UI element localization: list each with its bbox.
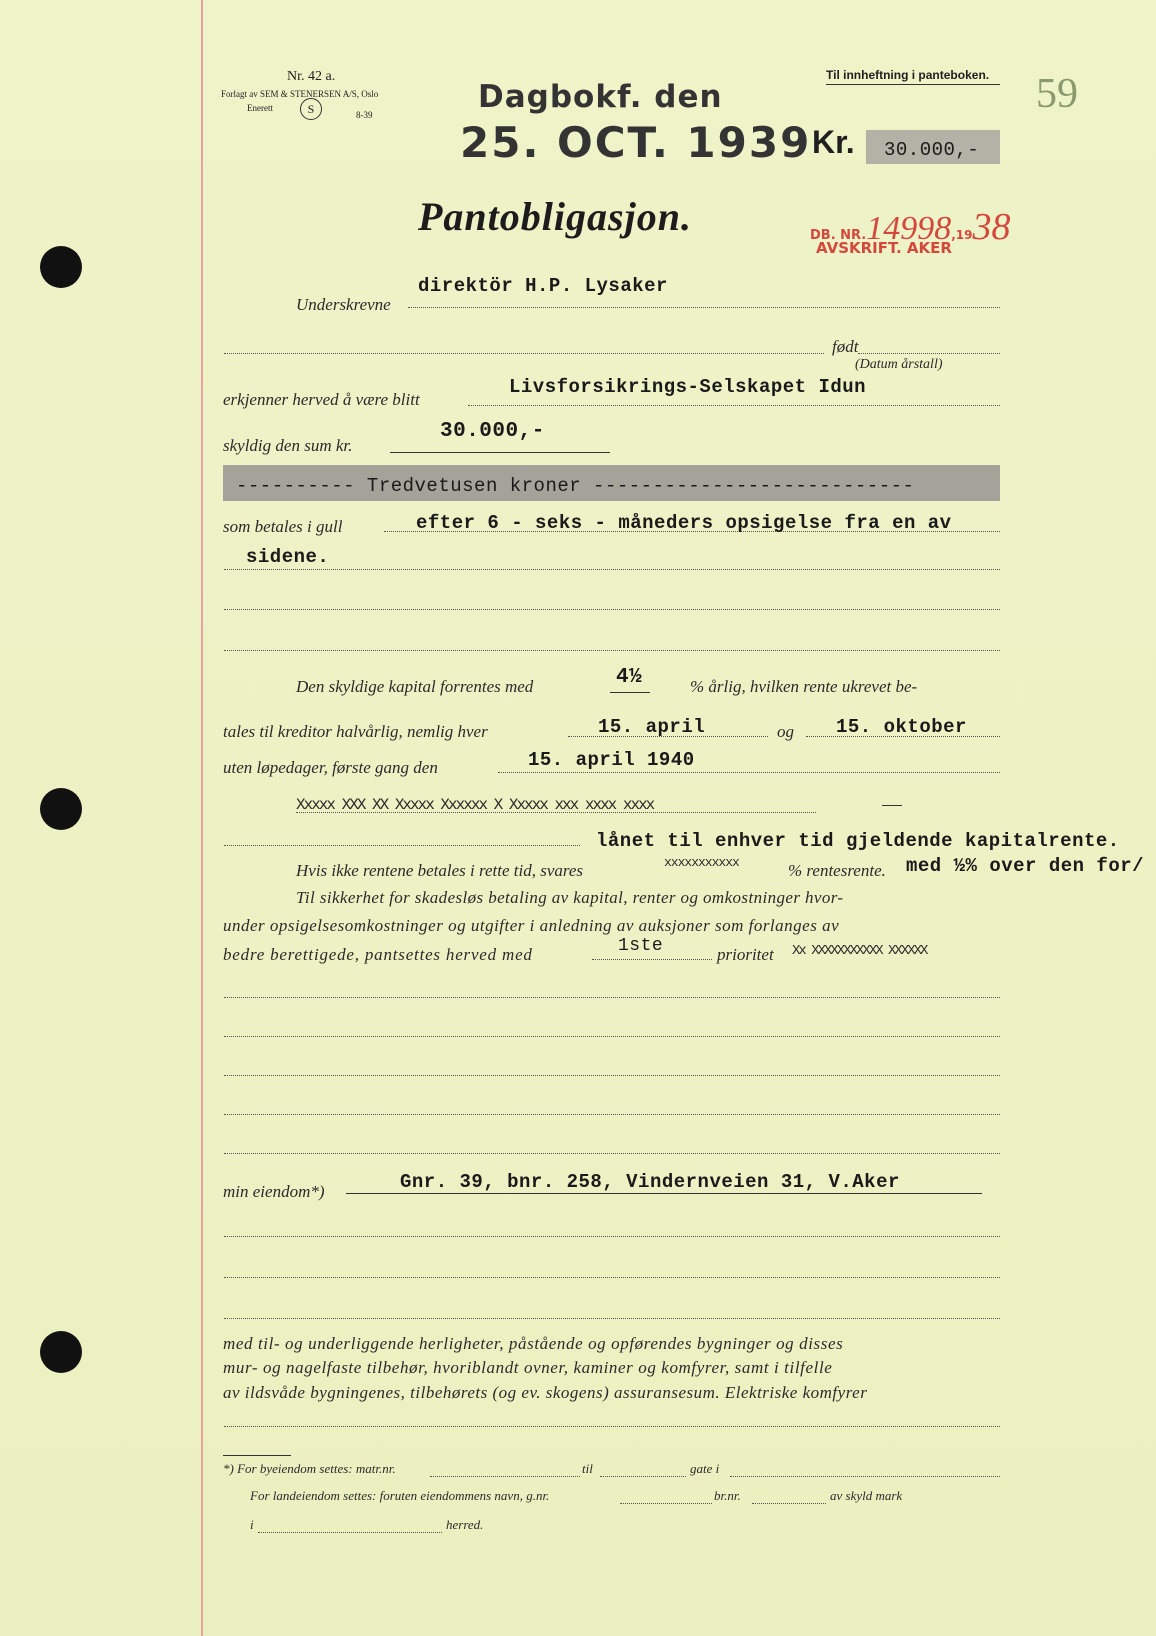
- footnote-herred: herred.: [446, 1517, 484, 1532]
- born-note: (Datum årstall): [855, 357, 943, 372]
- property-value: Gnr. 39, bnr. 258, Vindernveien 31, V.Aker: [400, 1171, 900, 1193]
- priority-line: [592, 959, 712, 960]
- creditor-value: Livsforsikrings-Selskapet Idun: [509, 376, 867, 398]
- footnote-line-2: For landeiendom settes: foruten eiendommens navn, g.nr.: [250, 1488, 550, 1503]
- closing-text-3: av ildsvåde bygningenes, tilbehørets (og ev. skogens) assuransesum. Elektriske komfyrer: [223, 1383, 868, 1402]
- interest-date-1: 15. april: [598, 716, 706, 738]
- footnote-street: gate i: [690, 1461, 720, 1476]
- document-title: Pantobligasjon.: [418, 194, 692, 239]
- interest-text-2: tales til kreditor halvårlig, nemlig hver: [223, 722, 488, 741]
- footnote-brnr: br.nr.: [714, 1488, 741, 1503]
- publisher-date: 8-39: [356, 110, 373, 120]
- punch-hole: [40, 1331, 82, 1373]
- acknowledge-label: erkjenner herved å være blitt: [223, 390, 420, 409]
- margin-rule: [201, 0, 203, 1636]
- blank-line: [224, 1114, 1000, 1115]
- blank-line: [224, 997, 1000, 998]
- first-date-line: [498, 772, 1000, 773]
- born-line: [858, 353, 1000, 354]
- payable-label: som betales i gull: [223, 517, 343, 536]
- interest-text-tail: % årlig, hvilken rente ukrevet be-: [690, 677, 918, 696]
- interest-text: Den skyldige kapital forrentes med: [296, 677, 534, 696]
- born-label: født: [832, 337, 859, 356]
- amount-words: ---------- Tredvetusen kroner ---------------------------: [236, 475, 915, 497]
- publisher-logo: S: [300, 98, 322, 120]
- footnote-line-1: *) For byeiendom settes: matr.nr.: [223, 1461, 396, 1476]
- copy-stamp: AVSKRIFT. AKER: [816, 239, 952, 257]
- blank-line: [224, 650, 1000, 651]
- security-text-1: Til sikkerhet for skadesløs betaling av kapital, renter og omkostninger hvor-: [296, 888, 844, 907]
- footnote-skyld: av skyld mark: [830, 1488, 903, 1503]
- interest-text-3: uten løpedager, første gang den: [223, 758, 438, 777]
- blank-line: [224, 1277, 1000, 1278]
- blank-line: [224, 609, 1000, 610]
- registration-stamp-label: Dagbokf. den: [478, 79, 723, 115]
- owes-line: [390, 452, 610, 453]
- blank-line: [224, 353, 824, 354]
- footnote-dots: [258, 1532, 442, 1533]
- registration-stamp-date: 25. OCT. 1939: [460, 118, 812, 167]
- footnote-dots: [600, 1476, 686, 1477]
- security-text-2: under opsigelsesomkostninger og utgifter i anledning av auksjoner som forlanges av: [223, 916, 840, 935]
- undersigned-line: [408, 307, 1000, 308]
- property-label: min eiendom*): [223, 1182, 325, 1201]
- owes-label: skyldig den sum kr.: [223, 436, 353, 455]
- closing-text-2: mur- og nagelfaste tilbehør, hvoriblandt ovner, kaminer og komfyrer, samt i tilfelle: [223, 1358, 833, 1377]
- registration-note-rule: [826, 84, 1000, 85]
- dash: [882, 805, 902, 806]
- page-number: 59: [1036, 71, 1078, 117]
- priority-crossed: Xx XXXXXXXXXXX XXXXXX: [792, 943, 927, 959]
- footnote-dots: [752, 1503, 826, 1504]
- security-text-3: bedre berettigede, pantsettes herved med: [223, 945, 533, 964]
- undersigned-label: Underskrevne: [296, 295, 391, 314]
- publisher-rights: Enerett: [247, 103, 273, 113]
- blank-line: [224, 1036, 1000, 1037]
- punch-hole: [40, 246, 82, 288]
- loan-line-lead: [224, 845, 580, 846]
- footnote-line-3: i: [250, 1517, 254, 1532]
- punch-hole: [40, 788, 82, 830]
- interest-rate: 4½: [616, 666, 643, 689]
- owes-amount: 30.000,-: [440, 420, 545, 443]
- blank-line: [224, 1236, 1000, 1237]
- journal-number-stamp: DB. NR.14998,1938: [810, 206, 1011, 248]
- crossed-out-text: Xxxxx XXX XX Xxxxx Xxxxxx X Xxxxx xxx xxxx xxxx: [296, 796, 654, 814]
- payable-terms: efter 6 - seks - måneders opsigelse fra en av: [416, 512, 952, 534]
- late-interest-tail: % rentesrente.: [788, 861, 886, 880]
- amount-value: 30.000,-: [884, 139, 980, 161]
- blank-line: [224, 1318, 1000, 1319]
- priority-label: prioritet: [717, 945, 774, 964]
- footnote-to: til: [582, 1461, 593, 1476]
- payable-terms-cont: sidene.: [246, 546, 330, 568]
- amount-label: Kr.: [812, 124, 855, 160]
- late-crossed: xxxxxxxxxxx: [664, 855, 739, 870]
- blank-line: [224, 569, 1000, 570]
- blank-line: [224, 1426, 1000, 1427]
- crossed-line-rule: [296, 812, 816, 813]
- footnote-dots: [620, 1503, 712, 1504]
- undersigned-value: direktör H.P. Lysaker: [418, 275, 668, 297]
- interest-rate-line: [610, 692, 650, 693]
- interest-date-2: 15. oktober: [836, 716, 967, 738]
- property-line: [346, 1193, 982, 1194]
- publisher-line: Forlagt av SEM & STENERSEN A/S, Oslo: [221, 89, 379, 99]
- priority-value: 1ste: [618, 936, 664, 956]
- late-interest-text: Hvis ikke rentene betales i rette tid, svares: [296, 861, 584, 880]
- blank-line: [224, 1153, 1000, 1154]
- creditor-line: [468, 405, 1000, 406]
- registration-note: Til innheftning i panteboken.: [826, 68, 990, 82]
- footnote-dots: [730, 1476, 1000, 1477]
- loan-rate-text: lånet til enhver tid gjeldende kapitalrente.: [596, 830, 1120, 852]
- closing-text-1: med til- og underliggende herligheter, påstående og opførendes bygninger og disses: [223, 1334, 844, 1353]
- blank-line: [224, 1075, 1000, 1076]
- late-interest-added: med ½% over den for/: [906, 855, 1145, 877]
- footnote-rule: [223, 1455, 291, 1456]
- form-number: Nr. 42 a.: [287, 69, 336, 84]
- and-label: og: [777, 722, 794, 741]
- footnote-dots: [430, 1476, 580, 1477]
- first-payment-date: 15. april 1940: [528, 749, 695, 771]
